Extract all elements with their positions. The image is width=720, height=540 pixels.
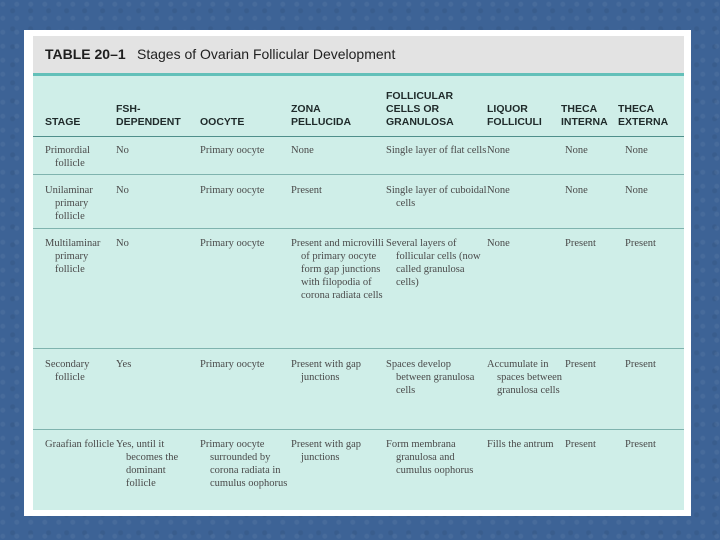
header-liquor: LIQUOR FOLLICULI: [487, 103, 542, 128]
row4-zona: Present with gap junctions: [291, 359, 361, 383]
row4-liquor: Accumulate in spaces between granulosa cells: [487, 359, 563, 396]
row2-oocyte: Primary oocyte: [200, 185, 265, 196]
follicle-table: [33, 36, 684, 510]
row2-theca-externa: None: [625, 185, 648, 196]
row3-follicular: Several layers of follicular cells (now called granulosa cells): [386, 238, 481, 288]
table-title-bar: [33, 36, 684, 76]
row5-theca-externa: Present: [625, 439, 656, 450]
row5-zona: Present with gap junctions: [291, 439, 361, 463]
table-number: TABLE 20–1: [45, 46, 126, 62]
row4-theca-externa: Present: [625, 359, 656, 370]
row1-liquor: None: [487, 145, 510, 156]
header-divider: [33, 136, 684, 137]
row5-oocyte: Primary oocyte surrounded by corona radiata in cumulus oophorus: [200, 439, 288, 489]
row3-theca-interna: Present: [565, 238, 596, 249]
header-fsh: FSH- DEPENDENT: [116, 103, 181, 128]
row1-zona: None: [291, 145, 314, 156]
row-divider: [33, 348, 684, 349]
slide-frame: [24, 30, 691, 516]
row2-zona: Present: [291, 185, 322, 196]
row5-stage: Graafian follicle: [45, 439, 115, 450]
row3-fsh: No: [116, 238, 129, 249]
row4-oocyte: Primary oocyte: [200, 359, 265, 370]
row-divider: [33, 228, 684, 229]
row5-fsh: Yes, until it becomes the dominant follicle: [116, 439, 179, 489]
header-theca-interna: THECA INTERNA: [561, 103, 608, 128]
row2-stage: Unilaminar primary follicle: [45, 185, 93, 222]
row4-stage: Secondary follicle: [45, 359, 90, 383]
row1-theca-externa: None: [625, 145, 648, 156]
header-zona: ZONA PELLUCIDA: [291, 103, 352, 128]
row-divider: [33, 174, 684, 175]
row2-theca-interna: None: [565, 185, 588, 196]
row5-liquor: Fills the antrum: [487, 439, 554, 450]
header-oocyte: OOCYTE: [200, 116, 245, 128]
row5-theca-interna: Present: [565, 439, 596, 450]
row3-oocyte: Primary oocyte: [200, 238, 265, 249]
row4-theca-interna: Present: [565, 359, 596, 370]
row1-fsh: No: [116, 145, 129, 156]
row3-zona: Present and microvilli of primary oocyte form gap junctions with filopodia of corona radiata cells: [291, 238, 384, 301]
row4-fsh: Yes: [116, 359, 132, 370]
row4-follicular: Spaces develop between granulosa cells: [386, 359, 475, 396]
row1-oocyte: Primary oocyte: [200, 145, 265, 156]
row1-stage: Primordial follicle: [45, 145, 90, 169]
row-divider: [33, 429, 684, 430]
header-stage: STAGE: [45, 116, 81, 128]
row3-stage: Multilaminar primary follicle: [45, 238, 101, 275]
row1-follicular: Single layer of flat cells: [386, 145, 487, 156]
row2-liquor: None: [487, 185, 510, 196]
row2-follicular: Single layer of cuboidal cells: [386, 185, 487, 209]
row3-liquor: None: [487, 238, 510, 249]
row2-fsh: No: [116, 185, 129, 196]
header-theca-externa: THECA EXTERNA: [618, 103, 669, 128]
row3-theca-externa: Present: [625, 238, 656, 249]
row5-follicular: Form membrana granulosa and cumulus oophorus: [386, 439, 474, 476]
table-title: Stages of Ovarian Follicular Development: [137, 46, 396, 62]
header-follicular: FOLLICULAR CELLS OR GRANULOSA: [386, 90, 454, 128]
row1-theca-interna: None: [565, 145, 588, 156]
